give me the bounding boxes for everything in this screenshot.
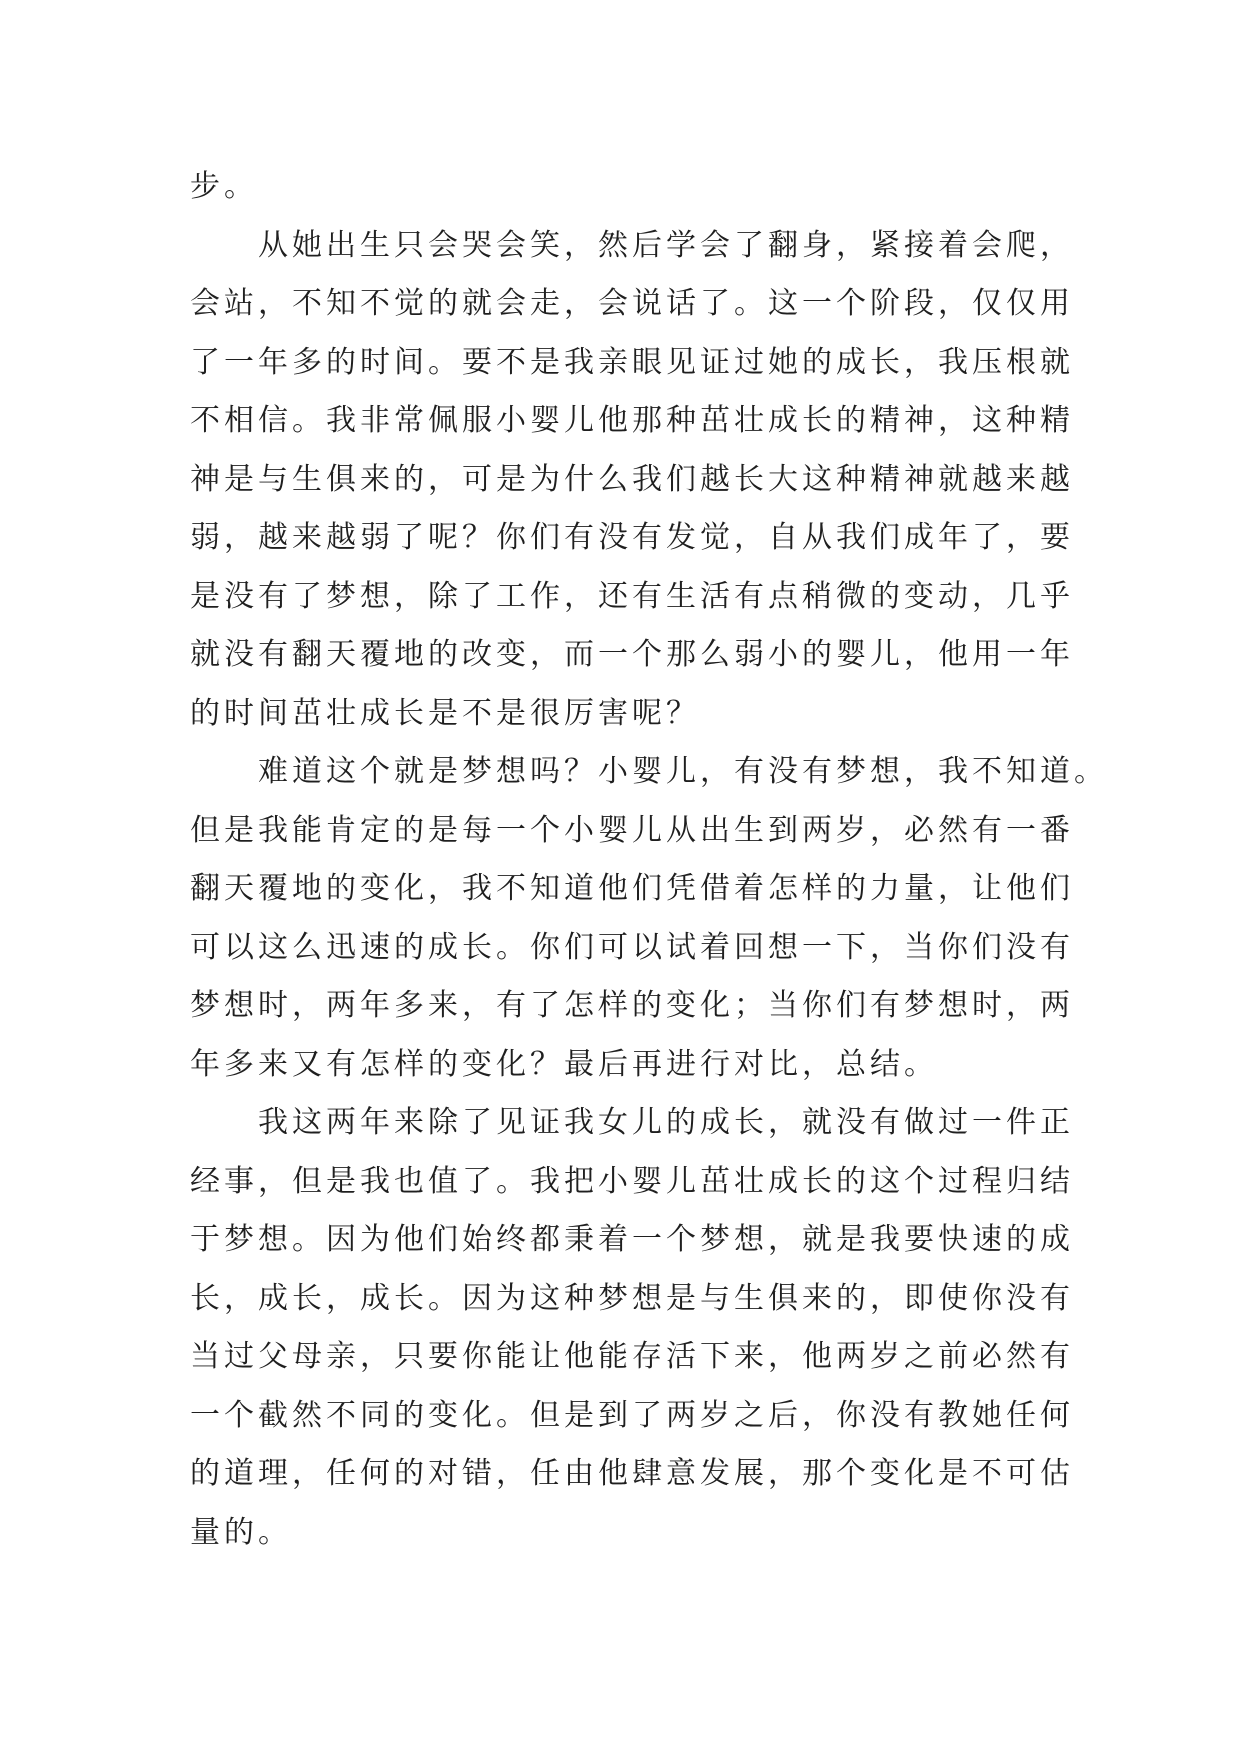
text-line: 不相信。我非常佩服小婴儿他那种茁壮成长的精神，这种精 bbox=[190, 403, 1074, 438]
paragraph bbox=[190, 1094, 1074, 1562]
text-line: 了一年多的时间。要不是我亲眼见证过她的成长，我压根就 bbox=[190, 344, 1074, 380]
text-line: 量的。 bbox=[190, 1514, 292, 1550]
paragraph bbox=[190, 158, 1060, 217]
text-line: 我这两年来除了见证我女儿的成长，就没有做过一件正 bbox=[190, 1105, 1074, 1140]
text-line: 经事，但是我也值了。我把小婴儿茁壮成长的这个过程归结 bbox=[190, 1163, 1074, 1199]
text-line: 的道理，任何的对错，任由他肆意发展，那个变化是不可估 bbox=[190, 1456, 1074, 1491]
text-line: 弱，越来越弱了呢？你们有没有发觉，自从我们成年了，要 bbox=[190, 520, 1074, 555]
document-body bbox=[190, 158, 1108, 1562]
text-line: 会站，不知不觉的就会走，会说话了。这一个阶段，仅仅用 bbox=[190, 286, 1074, 321]
text-line: 神是与生俱来的，可是为什么我们越长大这种精神就越来越 bbox=[190, 461, 1074, 497]
text-line: 可以这么迅速的成长。你们可以试着回想一下，当你们没有 bbox=[190, 929, 1074, 965]
text-line: 但是我能肯定的是每一个小婴儿从出生到两岁，必然有一番 bbox=[190, 812, 1074, 848]
text-line: 梦想时，两年多来，有了怎样的变化；当你们有梦想时，两 bbox=[190, 988, 1074, 1023]
text-line: 是没有了梦想，除了工作，还有生活有点稍微的变动，几乎 bbox=[190, 578, 1074, 614]
paragraph bbox=[190, 743, 1108, 1094]
text-line: 的时间茁壮成长是不是很厉害呢？ bbox=[190, 695, 700, 731]
text-line: 当过父母亲，只要你能让他能存活下来，他两岁之前必然有 bbox=[190, 1339, 1074, 1374]
text-line: 翻天覆地的变化，我不知道他们凭借着怎样的力量，让他们 bbox=[190, 871, 1074, 906]
text-line: 年多来又有怎样的变化？最后再进行对比，总结。 bbox=[190, 1046, 938, 1082]
text-line: 步。 bbox=[190, 169, 258, 204]
text-line: 难道这个就是梦想吗？小婴儿，有没有梦想，我不知道。 bbox=[190, 754, 1108, 789]
text-line: 一个截然不同的变化。但是到了两岁之后，你没有教她任何 bbox=[190, 1397, 1074, 1433]
text-line: 就没有翻天覆地的改变，而一个那么弱小的婴儿，他用一年 bbox=[190, 637, 1074, 672]
text-line: 于梦想。因为他们始终都秉着一个梦想，就是我要快速的成 bbox=[190, 1222, 1074, 1257]
paragraph bbox=[190, 217, 1074, 744]
text-line: 从她出生只会哭会笑，然后学会了翻身，紧接着会爬， bbox=[190, 227, 1074, 263]
text-line: 长，成长，成长。因为这种梦想是与生俱来的，即使你没有 bbox=[190, 1280, 1074, 1316]
